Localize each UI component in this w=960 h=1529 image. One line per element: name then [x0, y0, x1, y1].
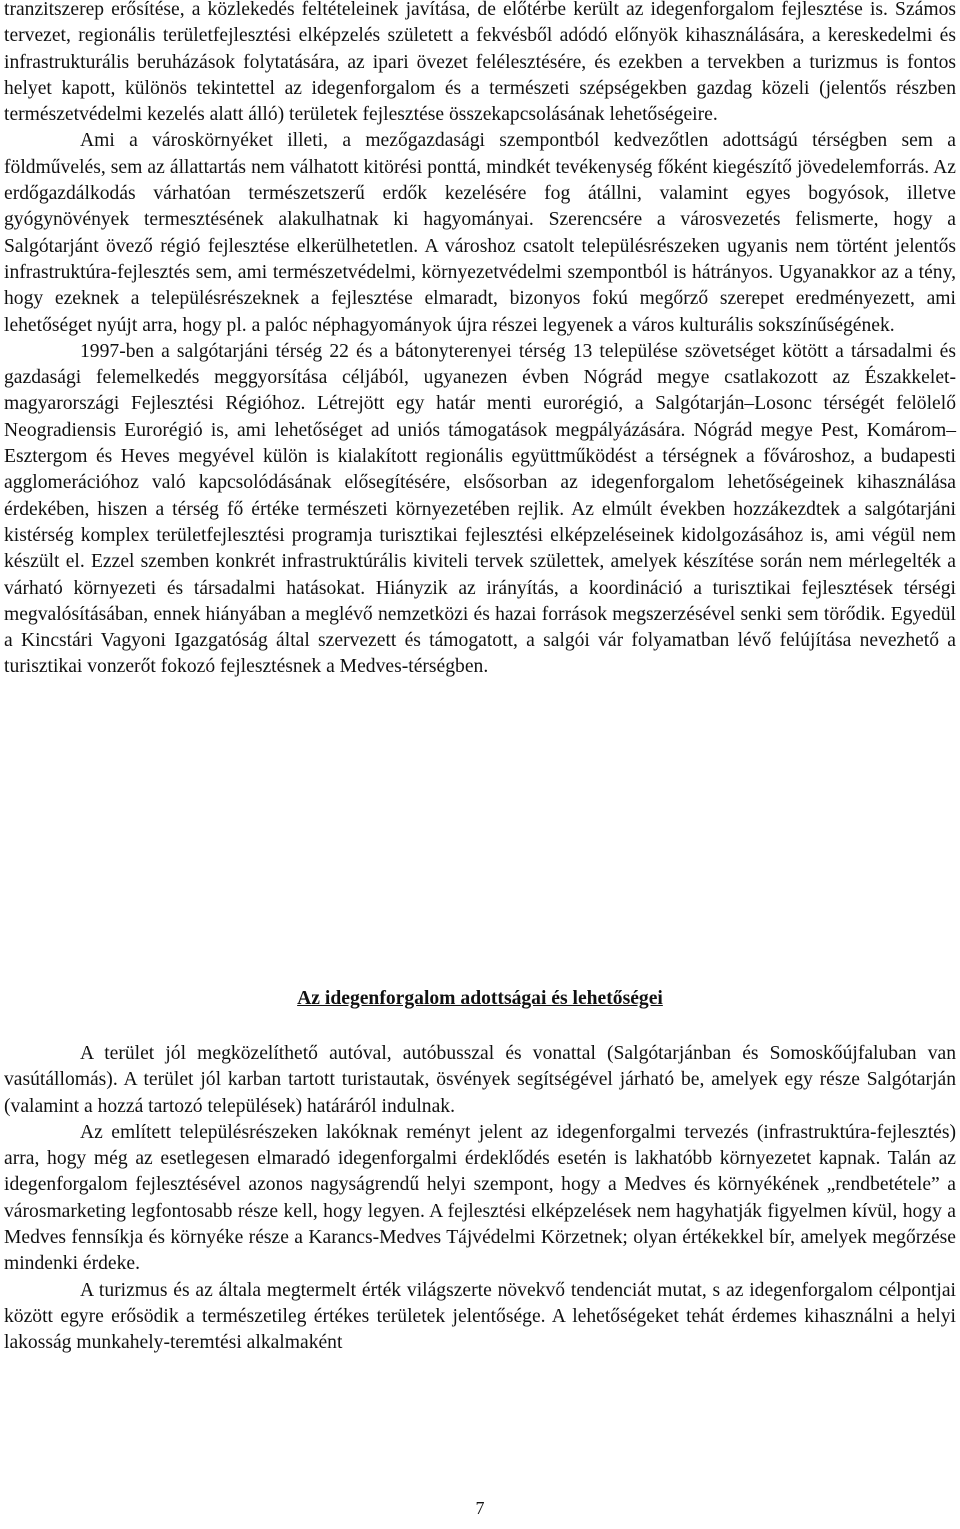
paragraph: Ami a városkörnyéket illeti, a mezőgazdasági szempontból kedvezőtlen adottságú térségben sem a földművelés, sem az állattartás nem válhatott kitörési ponttá, mindkét tevékenység főként kiegészítő jövedelemforrás. Az erdőgazdálkodás várhatóan természetszerű erdők kezelésére fog átállni, valamint egyes bogyósok, illetve gyógynövények termesztésének alakulhatnak ki hagyományai. Szerencsére a városvezetés felismerte, hogy a Salgótarjánt övező régió fejlesztése elkerülhetetlen. A városhoz csatolt településrészeken ugyanis nem történt jelentős infrastruktúra-fejlesztés sem, ami természetvédelmi, környezetvédelmi szempontból is hátrányos. Ugyanakkor az a tény, hogy ezeknek a településrészeknek a fejlesztése elmaradt, bizonyos fokú megőrző szerepet eredményezett, ami lehetőséget nyújt arra, hogy pl. a palóc néphagyományok újra részei legyenek a város kulturális sokszínűségének. — [4, 130, 956, 336]
page-number: 7 — [475, 1498, 485, 1518]
body-text-top — [4, 0, 956, 681]
paragraph: A terület jól megközelíthető autóval, autóbusszal és vonattal (Salgótarjánban és Somoskőújfaluban van vasútállomás). A terület jól karban tartott turistautak, ösvények segítségével járható be, amelyek egy része Salgótarján (valamint a hozzá tartozó települések) határáról indulnak. — [4, 1043, 956, 1117]
body-text-bottom — [4, 1041, 956, 1357]
paragraph: 1997-ben a salgótarjáni térség 22 és a bátonyterenyei térség 13 települése szövetséget kötött a társadalmi és gazdasági felemelkedés meggyorsítása céljából, ugyanezen évben Nógrád megye csatlakozott az Északkelet-magyarországi Fejlesztési Régióhoz. Létrejött egy határ menti eurorégió, a Salgótarján–Losonc térségét felölelő Neogradiensis Eurorégió is, ami lehetőséget ad uniós támogatások megpályázására. Nógrád megye Pest, Komárom–Esztergom és Heves megyével külön is kialakított regionális együttműködést a térségnek a fővároshoz, a budapesti agglomerációhoz való kapcsolódásának elősegítésére, elsősorban az idegenforgalom lehetőségeinek kihasználása érdekében, hiszen a térség fő értéke természeti környezetében rejlik. Az elmúlt években hozzákezdtek a salgótarjáni kistérség komplex területfejlesztési programja turisztikai fejlesztési elképzeléseinek kidolgozásához is, ami végül nem készült el. Ezzel szemben konkrét infrastruktúrális kiviteli tervek születtek, amelyek készítése során nem mérlegelték a várható környezeti és társadalmi hatásokat. Hiányzik az irányítás, a koordináció a turisztikai fejlesztések térségi megvalósításában, ennek hiányában a meglévő nemzetközi és hazai források megszerzésével senki sem törődik. Egyedül a Kincstári Vagyoni Igazgatóság által szervezett és támogatott, a salgói vár folyamatban lévő felújítása nevezhető a turisztikai vonzerőt fokozó fejlesztésnek a Medves-térségben. — [4, 340, 956, 678]
paragraph: tranzitszerep erősítése, a közlekedés feltételeinek javítása, de előtérbe került az idegenforgalom fejlesztése is. Számos tervezet, regionális területfejlesztési elképzelés született a fekvésből adódó előnyök kihasználására, a kereskedelmi és infrastrukturális beruházások folytatására, az ipari övezet felélesztésére, és ezekben a tervekben a turizmus is fontos helyet kapott, különös tekintettel az idegenforgalom és a természeti szépségekben gazdag közeli (jelentős részben természetvédelmi kezelés alatt álló) területek fejlesztése összekapcsolásának lehetőségeire. — [4, 0, 956, 126]
section-heading: Az idegenforgalom adottságai és lehetőségei — [297, 988, 663, 1009]
paragraph: A turizmus és az általa megtermelt érték világszerte növekvő tendenciát mutat, s az idegenforgalom célpontjai között egyre erősödik a természetileg értékes területek jelentősége. A lehetőségeket tehát érdemes kihasználni a helyi lakosság munkahely-teremtési alkalmaként — [4, 1279, 956, 1354]
paragraph: Az említett településrészeken lakóknak reményt jelent az idegenforgalmi tervezés (infrastruktúra-fejlesztés) arra, hogy még az esetlegesen elmaradó idegenforgalmi érdeklődés esetén is lakhatóbb környezetet kapnak. Talán az idegenforgalom fejlesztésével azonos nagyságrendű helyi szempont, hogy a Medves és környékének „rendbetétele” a városmarketing legfontosabb része kell, hogy legyen. A fejlesztési elképzelések nem hagyhatják figyelmen kívül, hogy a Medves fennsíkja és környéke része a Karancs-Medves Tájvédelmi Körzetnek; olyan értékekkel bír, amelyek megőrzése mindenki érdeke. — [4, 1121, 956, 1275]
